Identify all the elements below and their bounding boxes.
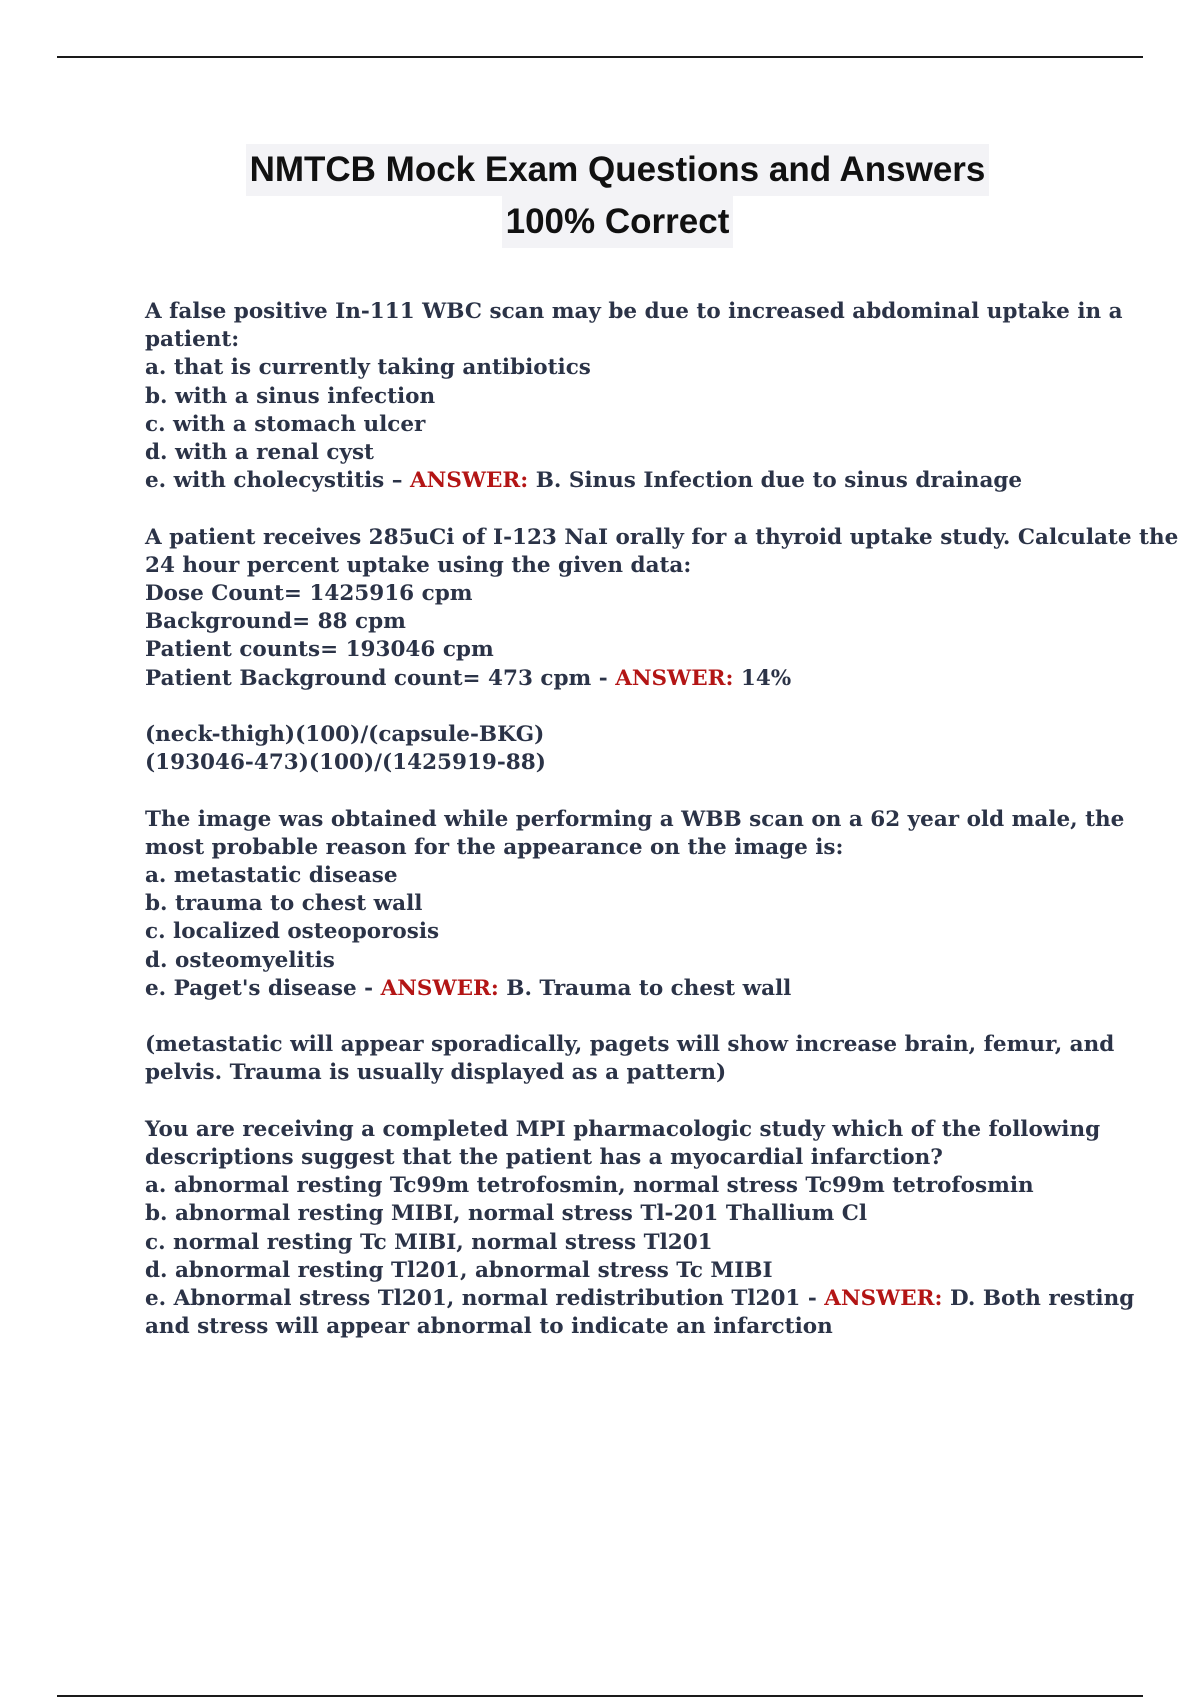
option-b: b. abnormal resting MIBI, normal stress Tl-201 Thallium Cl — [145, 1201, 868, 1227]
option-a: a. that is currently taking antibiotics — [145, 355, 591, 381]
option-c: c. with a stomach ulcer — [145, 411, 426, 437]
answer-text: B. Trauma to chest wall — [498, 975, 792, 1001]
question-stem: A false positive In-111 WBC scan may be due to increased abdominal uptake in a — [145, 299, 1123, 324]
question-2-formula — [145, 721, 1105, 777]
formula-line: (193046-473)(100)/(1425919-88) — [145, 750, 546, 776]
title-line-1: NMTCB Mock Exam Questions and Answers — [246, 144, 990, 196]
option-a: a. abnormal resting Tc99m tetrofosmin, normal stress Tc99m tetrofosmin — [145, 1173, 1034, 1199]
option-e: e. with cholecystitis – — [145, 468, 410, 494]
header-rule — [57, 56, 1143, 58]
option-a: a. metastatic disease — [145, 863, 398, 889]
option-b: b. trauma to chest wall — [145, 891, 423, 917]
answer-label: ANSWER: — [410, 468, 529, 494]
document-body — [145, 298, 1179, 1370]
question-stem: descriptions suggest that the patient has a myocardial infarction? — [145, 1145, 943, 1171]
option-d: d. abnormal resting Tl201, abnormal stress Tc MIBI — [145, 1257, 773, 1283]
patient-background-with-answer — [145, 665, 1105, 693]
question-1 — [145, 298, 1123, 495]
question-2 — [145, 524, 1179, 693]
option-c: c. normal resting Tc MIBI, normal stress Tl201 — [145, 1229, 713, 1255]
option-e-with-answer — [145, 467, 1105, 495]
patient-background-count: Patient Background count= 473 cpm - — [145, 665, 616, 691]
page-title — [0, 144, 1200, 248]
option-e-with-answer — [145, 1285, 1135, 1313]
answer-text: D. Both resting — [942, 1286, 1135, 1312]
option-e-with-answer — [145, 975, 1105, 1003]
question-stem: 24 hour percent uptake using the given data: — [145, 552, 692, 578]
option-b: b. with a sinus infection — [145, 383, 436, 409]
answer-label: ANSWER: — [824, 1286, 943, 1312]
option-d: d. with a renal cyst — [145, 440, 374, 466]
explanation-line: pelvis. Trauma is usually displayed as a pattern) — [145, 1060, 727, 1086]
answer-text: 14% — [733, 665, 792, 691]
option-e: e. Abnormal stress Tl201, normal redistribution Tl201 - — [145, 1286, 825, 1312]
answer-label: ANSWER: — [615, 665, 734, 691]
answer-text: B. Sinus Infection due to sinus drainage — [528, 468, 1023, 494]
question-stem: most probable reason for the appearance on the image is: — [145, 834, 844, 860]
question-3-note — [145, 1031, 1115, 1087]
patient-counts: Patient counts= 193046 cpm — [145, 637, 494, 663]
background-count: Background= 88 cpm — [145, 609, 406, 635]
formula-line: (neck-thigh)(100)/(capsule-BKG) — [145, 722, 545, 748]
option-e: e. Paget's disease - — [145, 975, 381, 1001]
question-stem: patient: — [145, 327, 240, 353]
option-c: c. localized osteoporosis — [145, 919, 440, 945]
question-3 — [145, 806, 1125, 1003]
answer-label: ANSWER: — [380, 975, 499, 1001]
question-stem: A patient receives 285uCi of I-123 NaI orally for a thyroid uptake study. Calculate the — [145, 524, 1179, 550]
footer-rule — [57, 1695, 1143, 1697]
dose-count: Dose Count= 1425916 cpm — [145, 581, 473, 607]
option-d: d. osteomyelitis — [145, 947, 335, 973]
explanation-line: (metastatic will appear sporadically, pagets will show increase brain, femur, and — [145, 1032, 1115, 1058]
question-stem: You are receiving a completed MPI pharmacologic study which of the following — [145, 1116, 1101, 1142]
question-stem: The image was obtained while performing a WBB scan on a 62 year old male, the — [145, 806, 1125, 832]
title-line-2: 100% Correct — [502, 196, 734, 248]
answer-continuation: and stress will appear abnormal to indicate an infarction — [145, 1314, 833, 1340]
question-4 — [145, 1116, 1135, 1342]
